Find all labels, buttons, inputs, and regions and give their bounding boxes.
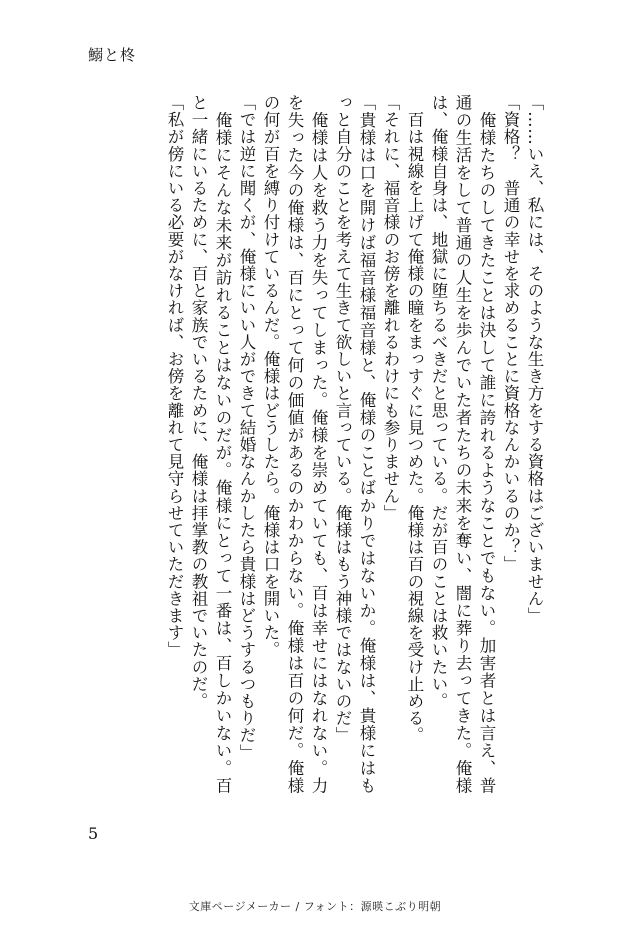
page-number: 5: [88, 824, 99, 843]
footer-credit: 文庫ページメーカー / フォント：源暎こぶり明朝: [188, 900, 442, 913]
paragraph: 「私が傍にいる必要がなければ、お傍を離れて見守らせていただきます」: [165, 94, 184, 659]
paragraph: 「……いえ、私には、そのような生き方をする資格はございません」: [525, 94, 544, 625]
paragraph: 俺様にそんな未来が訪れることはないのだが。俺様にとって一番は、百しかいない。百と一緒にいるために、百と家族でいるために、俺様は拝掌教の教祖でいたのだ。: [189, 94, 232, 794]
vertical-text-body: [88, 94, 546, 794]
paragraph: 俺様たちのしてきたことは決して誰に誇れるようなことでもない。加害者とは言え、普通の生活をして普通の人生を歩んでいた者たちの未来を奪い、闇に葬り去ってきた。俺様は、俺様自身は、地獄に堕ちるべきだと思っている。だが百のことは救いたい。: [429, 94, 496, 794]
paragraph: 俺様は人を救う力を失ってしまった。俺様を崇めていても、百は幸せにはなれない。力を失った今の俺様は、百にとって何の価値があるのかわからない。俺様は百の何だ。俺様の何が百を縛り付けているんだ。俺様はどうしたら。俺様は口を開いた。: [261, 94, 328, 794]
paragraph: 「資格？ 普通の幸せを求めることに資格なんかいるのか？」: [501, 94, 520, 573]
paragraph: 「では逆に聞くが、俺様にいい人ができて結婚なんかしたら貴様はどうするつもりだ」: [237, 94, 256, 761]
paragraph: 「貴様は口を開けば福音様福音様と、俺様のことばかりではないか。俺様は、貴様にはもっと自分のことを考えて生きて欲しいと言っている。俺様はもう神様ではないのだ」: [333, 94, 376, 794]
book-title: 鰯と柊: [88, 46, 137, 64]
paragraph: 百は視線を上げて俺様の瞳をまっすぐに見つめた。俺様は百の視線を受け止める。: [405, 94, 424, 744]
paragraph: 「それに、福音様のお傍を離れるわけにも参りません」: [381, 94, 400, 522]
